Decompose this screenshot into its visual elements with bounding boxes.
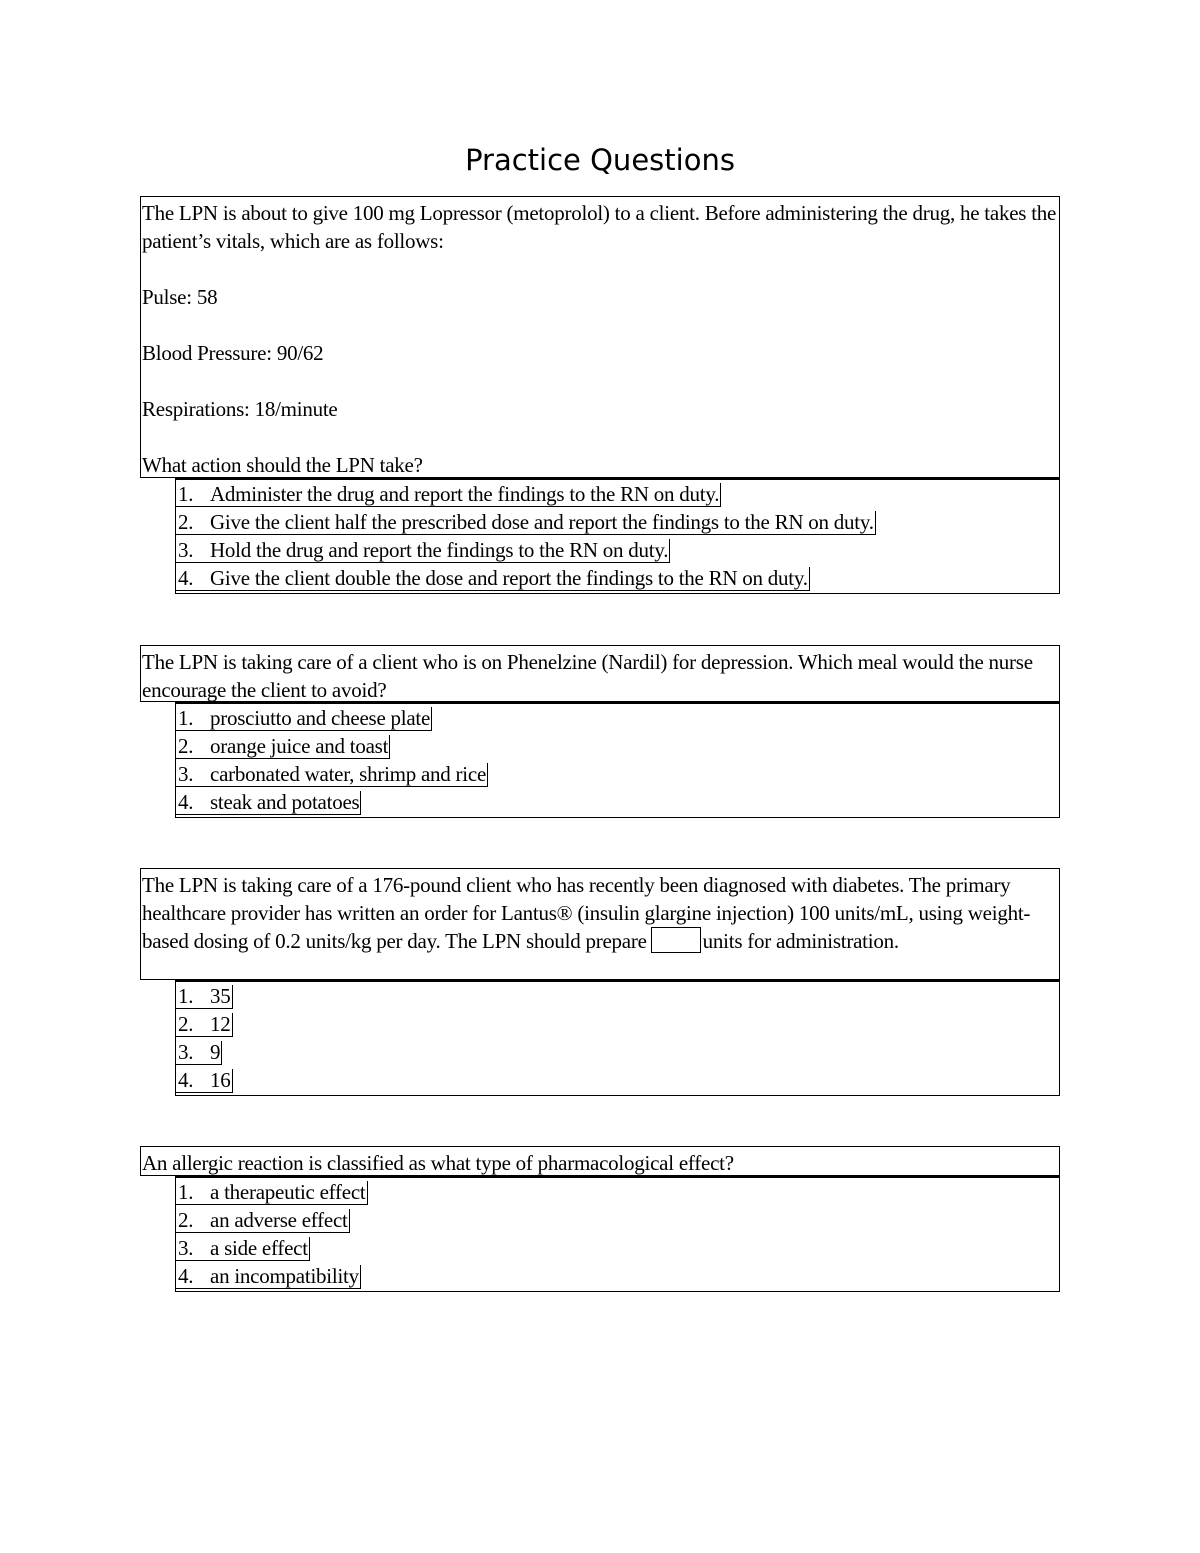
question-1-option-2[interactable] xyxy=(176,508,1059,536)
option-text: an adverse effect xyxy=(210,1208,348,1232)
option-text: 16 xyxy=(210,1068,231,1092)
question-1 xyxy=(140,196,1060,594)
question-1-options xyxy=(175,478,1060,594)
question-1-stem xyxy=(140,196,1060,478)
question-3-text-after-blank: units for administration. xyxy=(702,929,899,953)
option-number: 1. xyxy=(176,707,210,731)
question-2-text: The LPN is taking care of a client who is on Phenelzine (Nardil) for depression. Which meal would the nurse encourage the client to avoid? xyxy=(142,650,1033,702)
question-4-stem xyxy=(140,1146,1060,1176)
question-1-option-3[interactable] xyxy=(176,536,1059,564)
question-2-option-4[interactable] xyxy=(176,788,1059,816)
option-number: 1. xyxy=(176,483,210,507)
option-text: steak and potatoes xyxy=(210,790,360,814)
option-text: a therapeutic effect xyxy=(210,1180,366,1204)
option-number: 3. xyxy=(176,1041,210,1065)
option-text: an incompatibility xyxy=(210,1264,359,1288)
question-4-option-2[interactable] xyxy=(176,1206,1059,1234)
question-4-text: An allergic reaction is classified as what type of pharmacological effect? xyxy=(142,1151,734,1175)
question-3-option-1[interactable] xyxy=(176,982,1059,1010)
question-3-stem xyxy=(140,868,1060,980)
question-1-blood-pressure: Blood Pressure: 90/62 xyxy=(142,341,324,365)
option-text: carbonated water, shrimp and rice xyxy=(210,762,487,786)
option-text: prosciutto and cheese plate xyxy=(210,706,431,730)
option-number: 1. xyxy=(176,985,210,1009)
question-2-stem xyxy=(140,645,1060,702)
answer-blank[interactable] xyxy=(651,927,701,953)
option-text: Give the client double the dose and report the findings to the RN on duty. xyxy=(210,566,808,590)
question-3-option-3[interactable] xyxy=(176,1038,1059,1066)
option-number: 2. xyxy=(176,511,210,535)
option-text: Administer the drug and report the findings to the RN on duty. xyxy=(210,482,720,506)
option-number: 3. xyxy=(176,1237,210,1261)
question-4-option-4[interactable] xyxy=(176,1262,1059,1290)
option-text: a side effect xyxy=(210,1236,308,1260)
option-text: 12 xyxy=(210,1012,231,1036)
question-2-option-2[interactable] xyxy=(176,732,1059,760)
question-1-intro: The LPN is about to give 100 mg Lopressor (metoprolol) to a client. Before administering the drug, he takes the patient’s vitals, which are as follows: xyxy=(142,201,1057,253)
question-4-option-3[interactable] xyxy=(176,1234,1059,1262)
question-2-options xyxy=(175,702,1060,818)
question-4 xyxy=(140,1146,1060,1292)
option-number: 4. xyxy=(176,567,210,591)
question-2-option-3[interactable] xyxy=(176,760,1059,788)
question-1-pulse: Pulse: 58 xyxy=(142,285,218,309)
option-number: 2. xyxy=(176,1013,210,1037)
option-number: 4. xyxy=(176,1069,210,1093)
question-3-option-4[interactable] xyxy=(176,1066,1059,1094)
question-4-options xyxy=(175,1176,1060,1292)
option-number: 4. xyxy=(176,791,210,815)
question-3-text xyxy=(142,871,1059,955)
option-text: 35 xyxy=(210,984,231,1008)
question-3 xyxy=(140,868,1060,1096)
option-number: 2. xyxy=(176,1209,210,1233)
option-number: 2. xyxy=(176,735,210,759)
question-1-respirations: Respirations: 18/minute xyxy=(142,397,338,421)
question-3-options xyxy=(175,980,1060,1096)
option-number: 3. xyxy=(176,763,210,787)
option-text: Hold the drug and report the findings to the RN on duty. xyxy=(210,538,669,562)
question-1-option-4[interactable] xyxy=(176,564,1059,592)
question-1-option-1[interactable] xyxy=(176,480,1059,508)
question-4-option-1[interactable] xyxy=(176,1178,1059,1206)
question-3-option-2[interactable] xyxy=(176,1010,1059,1038)
option-text: Give the client half the prescribed dose and report the findings to the RN on duty. xyxy=(210,510,874,534)
option-number: 1. xyxy=(176,1181,210,1205)
question-1-prompt: What action should the LPN take? xyxy=(142,453,423,477)
option-number: 4. xyxy=(176,1265,210,1289)
question-3-text-before-blank: The LPN is taking care of a 176-pound client who has recently been diagnosed with diabetes. The primary healthcare provider has written an order for Lantus® (insulin glargine injection) 100 units/mL, using weight-based dosing of 0.2 units/kg per day. The LPN should prepare xyxy=(142,873,1031,953)
option-text: orange juice and toast xyxy=(210,734,389,758)
option-text: 9 xyxy=(210,1040,221,1064)
question-2 xyxy=(140,645,1060,818)
page-title: Practice Questions xyxy=(465,143,735,177)
option-number: 3. xyxy=(176,539,210,563)
question-2-option-1[interactable] xyxy=(176,704,1059,732)
